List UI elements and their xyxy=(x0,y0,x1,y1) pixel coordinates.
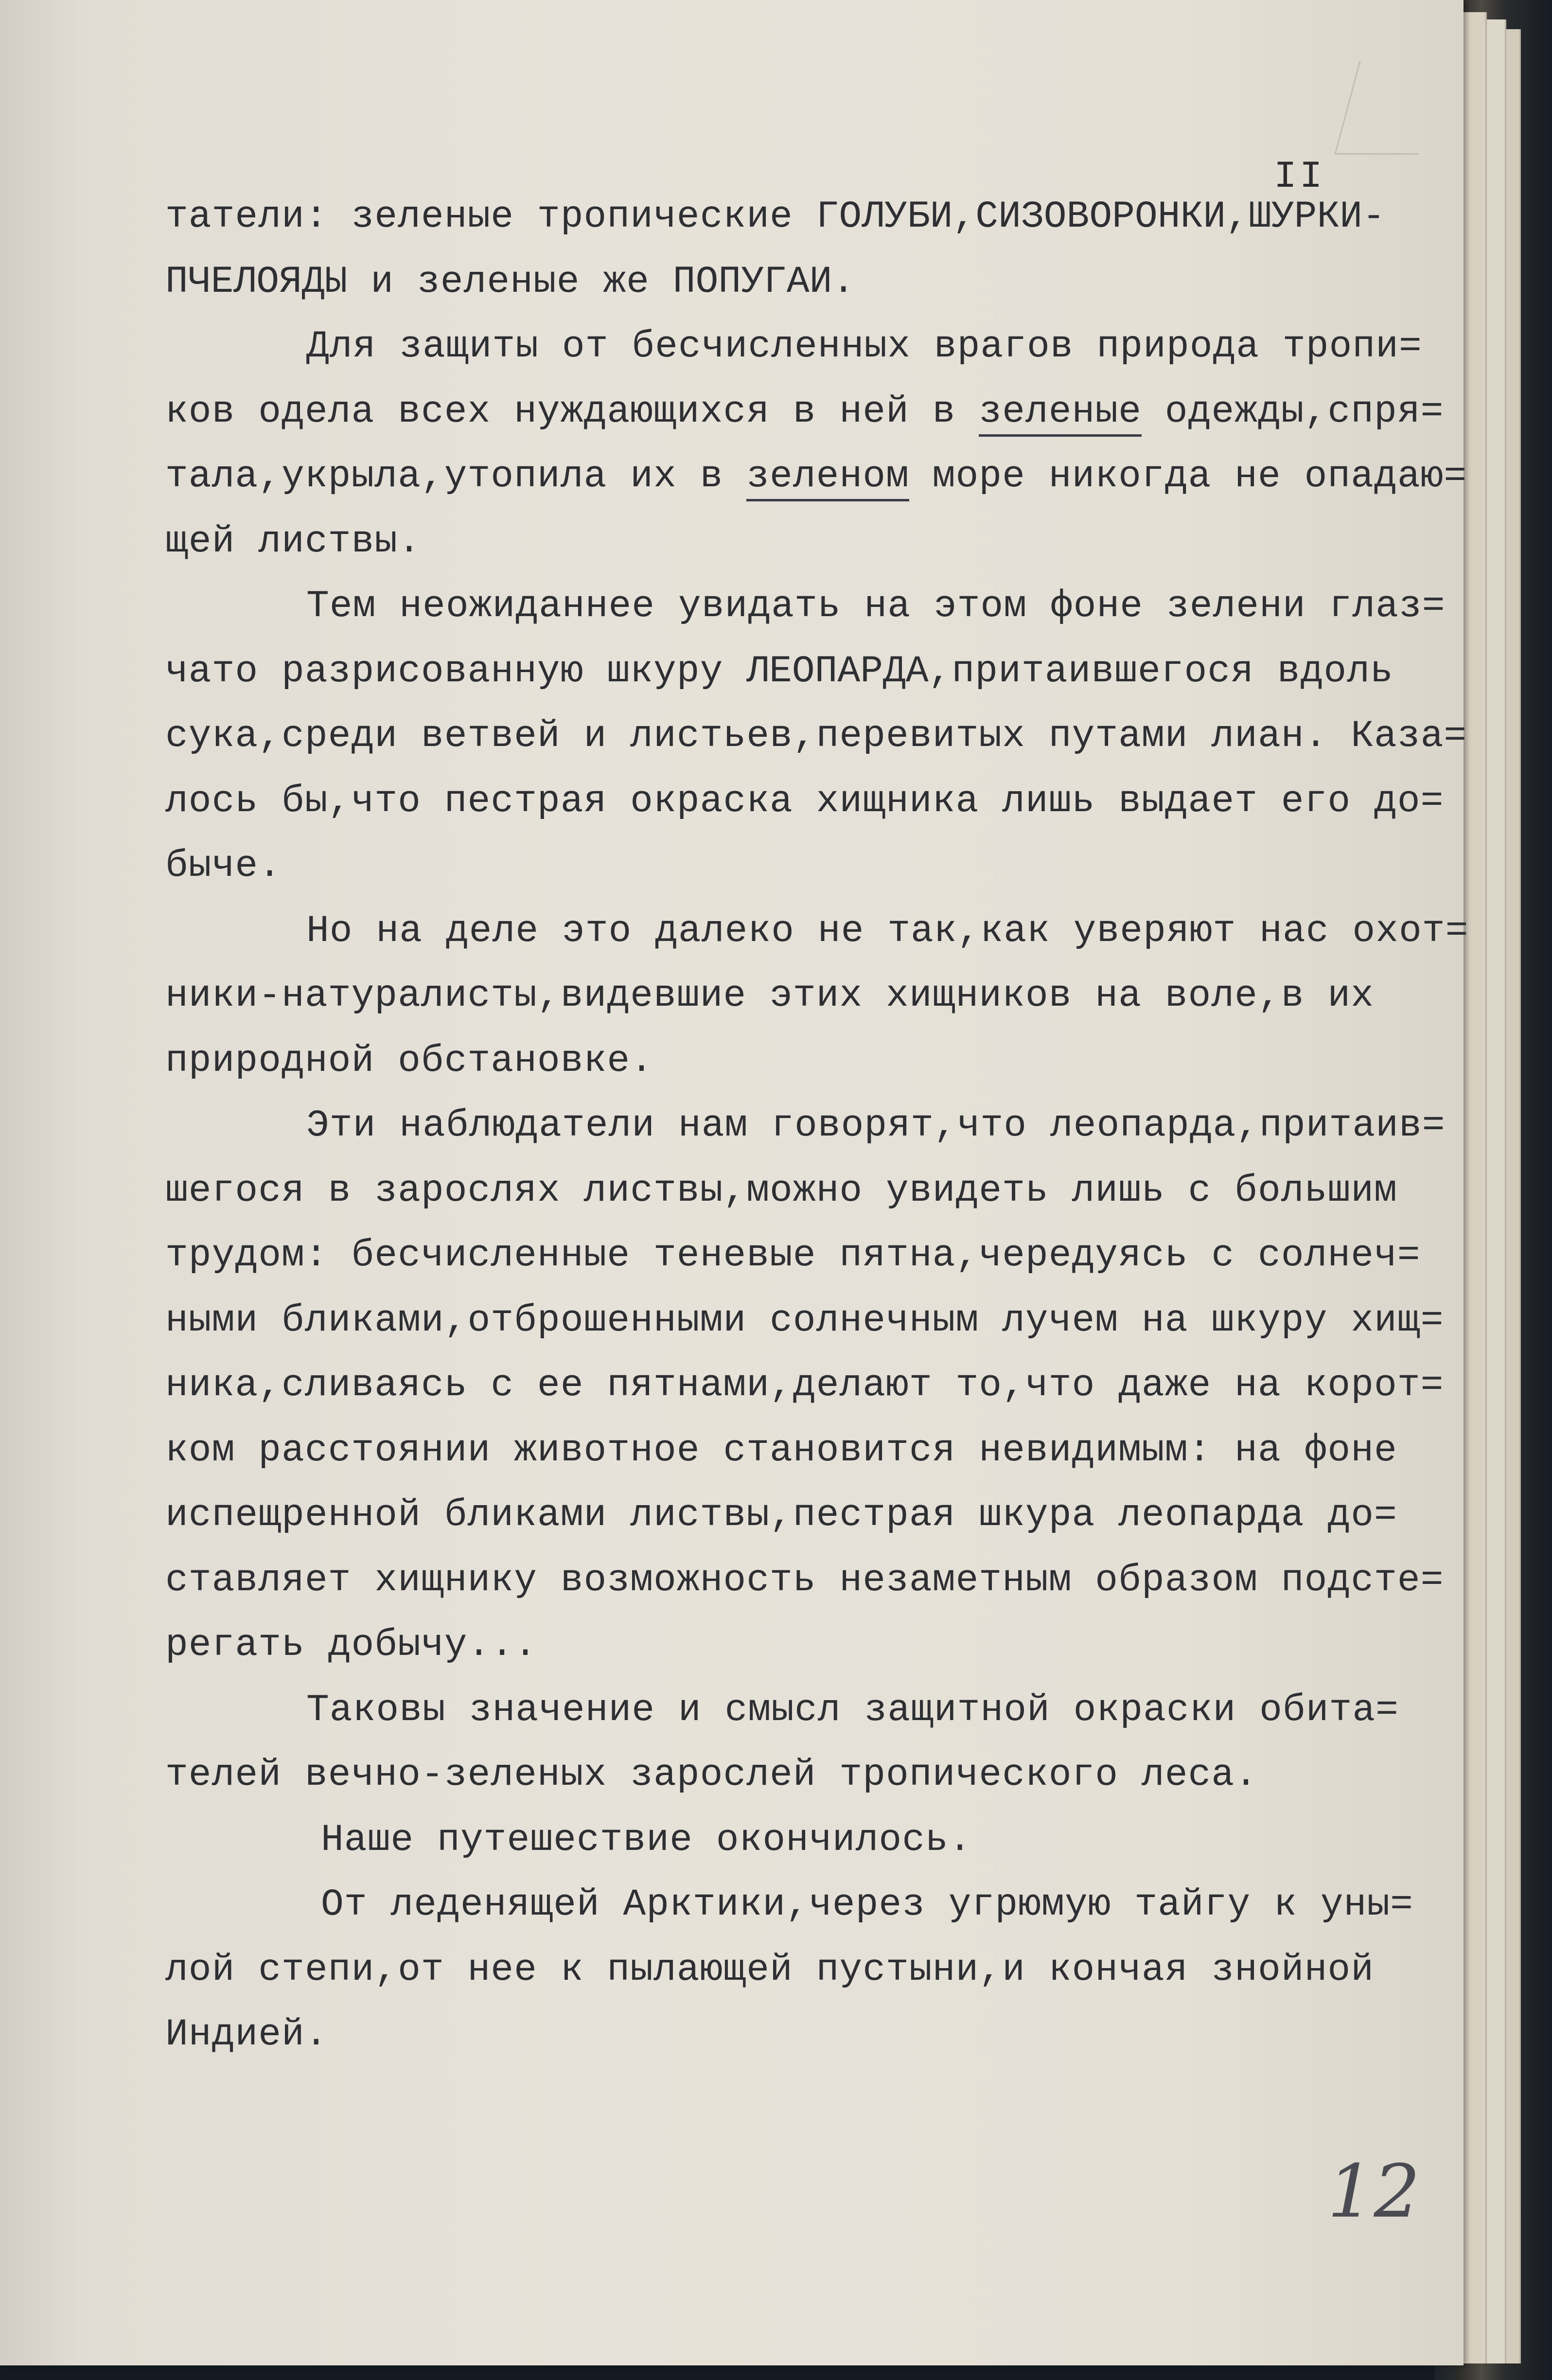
text-line: чато разрисованную шкуру ЛЕОПАРДА,притаившегося вдоль xyxy=(165,650,1393,693)
text-line: Но на деле это далеко не так,как уверяют нас охот= xyxy=(306,909,1469,953)
text-line: лой степи,от нее к пылающей пустыни,и кончая знойной xyxy=(165,1948,1374,1991)
text-line: испещренной бликами листвы,пестрая шкура леопарда до= xyxy=(165,1494,1397,1537)
page-corner-fold xyxy=(1334,61,1444,155)
text-line: быче. xyxy=(165,845,282,888)
page-number: II xyxy=(1274,156,1325,198)
text-line: шегося в зарослях листвы,можно увидеть лишь с большим xyxy=(165,1169,1397,1212)
underlined-word: зеленые xyxy=(979,391,1142,437)
text-line: природной обстановке. xyxy=(165,1039,653,1083)
text-line: Эти наблюдатели нам говорят,что леопарда,притаив= xyxy=(306,1104,1446,1147)
text-line: Тем неожиданнее увидать на этом фоне зелени глаз= xyxy=(306,585,1446,628)
text-line: ПЧЕЛОЯДЫ и зеленые же ПОПУГАИ. xyxy=(165,260,855,303)
text-line: телей вечно-зеленых зарослей тропического леса. xyxy=(165,1754,1258,1796)
text-line: татели: зеленые тропические ГОЛУБИ,СИЗОВОРОНКИ,ШУРКИ- xyxy=(165,195,1385,238)
text-line: сука,среди ветвей и листьев,перевитых путами лиан. Каза= xyxy=(165,715,1467,758)
text-line: ком расстоянии животное становится невидимым: на фоне xyxy=(165,1429,1397,1472)
text-line: Индией. xyxy=(165,2013,328,2056)
text-line: ставляет хищнику возможность незаметным образом подсте= xyxy=(165,1559,1444,1602)
text-line: регать добычу... xyxy=(165,1624,537,1667)
text-line: Наше путешествие окончилось. xyxy=(321,1818,972,1862)
text-line: Для защиты от бесчисленных врагов природа тропи= xyxy=(306,325,1422,368)
page-body xyxy=(165,185,1469,2068)
text-line: ков одела всех нуждающихся в ней в зеленые одежды,спря= xyxy=(165,380,1429,445)
text-line: ными бликами,отброшенными солнечным лучем на шкуру хищ= xyxy=(165,1299,1444,1342)
underlined-word: зеленом xyxy=(746,455,909,501)
text-line: От леденящей Арктики,через угрюмую тайгу к уны= xyxy=(321,1883,1413,1926)
text-line: ника,сливаясь с ее пятнами,делают то,что даже на корот= xyxy=(165,1364,1444,1407)
text-line: ники-натуралисты,видевшие этих хищников на воле,в их xyxy=(165,975,1374,1017)
text-line: щей листвы. xyxy=(165,520,421,563)
text-line: лось бы,что пестрая окраска хищника лишь выдает его до= xyxy=(165,780,1444,823)
text-line: Таковы значение и смысл защитной окраски обита= xyxy=(306,1688,1399,1732)
handwritten-folio-number: 12 xyxy=(1327,2149,1420,2234)
text-line: трудом: бесчисленные теневые пятна,чередуясь с солнеч= xyxy=(165,1234,1421,1277)
text-line: тала,укрыла,утопила их в зеленом море никогда не опадаю= xyxy=(165,444,1429,510)
